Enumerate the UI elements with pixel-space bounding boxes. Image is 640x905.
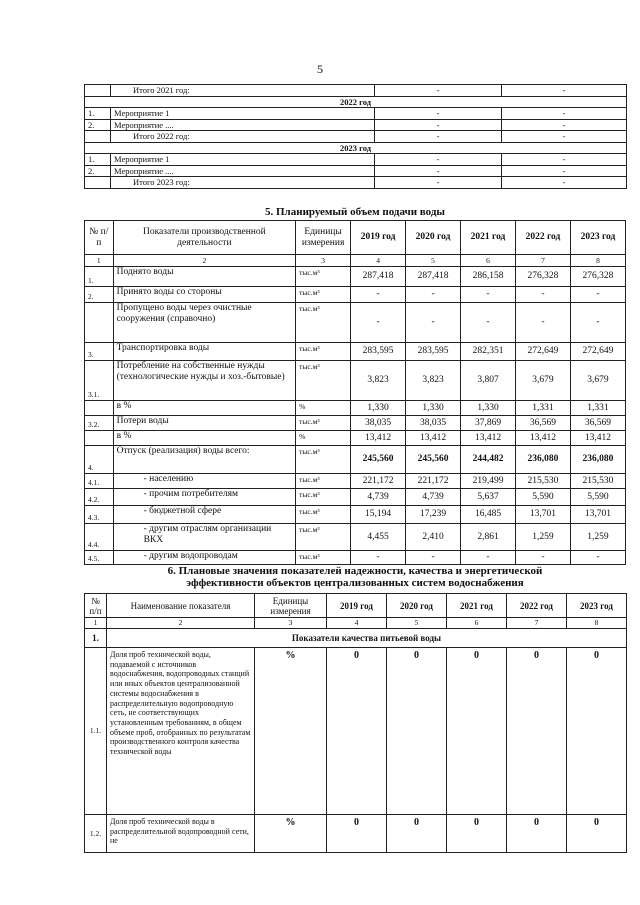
column-number: 5	[387, 618, 447, 629]
cell-value: 0	[567, 648, 627, 815]
cell-value: 1,330	[461, 401, 516, 416]
unit-label: %	[296, 431, 351, 446]
total-label: Итого 2022 год:	[111, 131, 375, 143]
indicator-name: Поднято воды	[113, 267, 296, 287]
unit-label: %	[255, 815, 327, 853]
cell-value: 5,590	[570, 489, 625, 506]
row-num	[85, 131, 111, 143]
cell-value: 0	[327, 815, 387, 853]
table-row	[85, 287, 626, 303]
item-label: Мероприятие ....	[111, 119, 375, 131]
cell-value: 287,418	[351, 267, 406, 287]
cell-value: 1,331	[570, 401, 625, 416]
unit-label: тыс.м³	[296, 474, 351, 489]
reliability-indicators-table	[84, 593, 627, 853]
cell-value: 236,080	[570, 446, 625, 474]
cell-value: 1,259	[570, 524, 625, 551]
cell-value: -	[570, 287, 625, 303]
table-row	[85, 431, 626, 446]
table-row	[85, 119, 627, 131]
row-num: 4.5.	[85, 551, 114, 565]
cell-value: 17,239	[406, 506, 461, 524]
cell-value: -	[502, 108, 627, 120]
cell-value: 2,410	[406, 524, 461, 551]
cell-value: 283,595	[351, 343, 406, 361]
cell-value: 13,412	[515, 431, 570, 446]
cell-value: -	[351, 551, 406, 565]
year-heading: 2022 год	[85, 96, 627, 108]
column-number: 1	[85, 255, 114, 267]
row-num: 4.4.	[85, 524, 114, 551]
cell-value: 0	[507, 815, 567, 853]
item-label: Мероприятие 1	[111, 108, 375, 120]
table-row	[85, 267, 626, 287]
unit-label: тыс.м³	[296, 446, 351, 474]
row-num: 4.	[85, 446, 114, 474]
header-year: 2020 год	[387, 594, 447, 618]
row-num: 3.2.	[85, 416, 114, 431]
cell-value: -	[502, 177, 627, 189]
cell-value: -	[461, 551, 516, 565]
unit-label: тыс.м³	[296, 551, 351, 565]
header-year: 2021 год	[461, 221, 516, 255]
row-num	[85, 85, 111, 97]
indicator-name: в %	[113, 431, 296, 446]
header-name: Показатели производственной деятельности	[113, 221, 296, 255]
cell-value: 0	[507, 648, 567, 815]
cell-value: -	[406, 287, 461, 303]
header-year: 2021 год	[447, 594, 507, 618]
column-numbers-row	[85, 618, 627, 629]
row-num: 1.	[85, 154, 111, 166]
cell-value: -	[351, 287, 406, 303]
unit-label: тыс.м³	[296, 489, 351, 506]
cell-value: -	[502, 165, 627, 177]
row-num	[85, 431, 114, 446]
cell-value: 37,869	[461, 416, 516, 431]
row-num: 2.	[85, 119, 111, 131]
cell-value: -	[375, 119, 502, 131]
indicator-name: - бюджетной сфере	[113, 506, 296, 524]
section-6-title-line-2: эффективности объектов централизованных систем водоснабжения	[186, 577, 524, 589]
indicator-name: - прочим потребителям	[113, 489, 296, 506]
indicator-name: Доля проб технической воды, подаваемой с источников водоснабжения, водопроводных станций или иных объектов централизованной системы водоснабжения в распределительную водопроводную сеть, не соответствующих установленным требованиям, в общем объеме проб, отобранных по результатам производственного контроля качества технической воды	[107, 648, 255, 815]
cell-value: 0	[387, 815, 447, 853]
indicator-name: - другим водопроводам	[113, 551, 296, 565]
table-row	[85, 165, 627, 177]
cell-value: -	[515, 303, 570, 343]
cell-value: -	[461, 303, 516, 343]
cell-value: 276,328	[570, 267, 625, 287]
cell-value: -	[502, 131, 627, 143]
item-label: Мероприятие ....	[111, 165, 375, 177]
table-row	[85, 343, 626, 361]
cell-value: 13,412	[406, 431, 461, 446]
cell-value: 221,172	[406, 474, 461, 489]
cell-value: 1,330	[351, 401, 406, 416]
row-num	[85, 401, 114, 416]
group-row	[85, 629, 627, 648]
cell-value: 272,649	[570, 343, 625, 361]
activities-table	[84, 84, 627, 189]
cell-value: -	[375, 165, 502, 177]
cell-value: 1,330	[406, 401, 461, 416]
header-name: Наименование показателя	[107, 594, 255, 618]
indicator-name: Пропущено воды через очистные сооружения (справочно)	[113, 303, 296, 343]
indicator-name: - населению	[113, 474, 296, 489]
header-year: 2019 год	[327, 594, 387, 618]
item-label: Мероприятие 1	[111, 154, 375, 166]
column-number: 6	[461, 255, 516, 267]
cell-value: 2,861	[461, 524, 516, 551]
cell-value: 13,412	[461, 431, 516, 446]
table-row	[85, 401, 626, 416]
unit-label: тыс.м³	[296, 267, 351, 287]
table-row	[85, 815, 627, 853]
cell-value: -	[375, 154, 502, 166]
header-year: 2019 год	[351, 221, 406, 255]
column-number: 4	[351, 255, 406, 267]
row-num: 2.	[85, 287, 114, 303]
row-num: 4.1.	[85, 474, 114, 489]
cell-value: -	[375, 85, 502, 97]
column-number: 8	[570, 255, 625, 267]
indicator-name: Потребление на собственные нужды (технологические нужды и хоз.-бытовые)	[113, 361, 296, 401]
column-number: 3	[255, 618, 327, 629]
row-num: 1.	[85, 108, 111, 120]
column-number: 7	[515, 255, 570, 267]
column-number: 3	[296, 255, 351, 267]
section-6-title	[84, 565, 626, 589]
cell-value: -	[375, 108, 502, 120]
unit-label: %	[255, 648, 327, 815]
total-label: Итого 2021 год:	[111, 85, 375, 97]
cell-value: -	[502, 154, 627, 166]
header-year: 2020 год	[406, 221, 461, 255]
unit-label: тыс.м³	[296, 524, 351, 551]
cell-value: 221,172	[351, 474, 406, 489]
table-row	[85, 177, 627, 189]
cell-value: 5,590	[515, 489, 570, 506]
row-num	[85, 177, 111, 189]
cell-value: 0	[387, 648, 447, 815]
section-5-title: 5. Планируемый объем подачи воды	[265, 206, 445, 218]
indicator-name: - другим отраслям организации ВКХ	[113, 524, 296, 551]
table-row	[85, 154, 627, 166]
cell-value: -	[406, 551, 461, 565]
table-row	[85, 648, 627, 815]
header-num: № п/п	[85, 594, 107, 618]
row-num: 2.	[85, 165, 111, 177]
column-number: 6	[447, 618, 507, 629]
table-header-row	[85, 594, 627, 618]
table-row	[85, 551, 626, 565]
total-label: Итого 2023 год:	[111, 177, 375, 189]
cell-value: 287,418	[406, 267, 461, 287]
unit-label: тыс.м³	[296, 506, 351, 524]
row-num: 3.	[85, 343, 114, 361]
cell-value: 245,560	[406, 446, 461, 474]
cell-value: 13,701	[570, 506, 625, 524]
column-numbers-row	[85, 255, 626, 267]
cell-value: 36,569	[515, 416, 570, 431]
cell-value: 38,035	[406, 416, 461, 431]
row-num: 1.2.	[85, 815, 107, 853]
cell-value: 215,530	[570, 474, 625, 489]
cell-value: 3,807	[461, 361, 516, 401]
unit-label: тыс.м³	[296, 303, 351, 343]
header-year: 2023 год	[567, 594, 627, 618]
column-number: 7	[507, 618, 567, 629]
cell-value: 215,530	[515, 474, 570, 489]
column-number: 8	[567, 618, 627, 629]
table-row	[85, 96, 627, 108]
cell-value: 3,679	[515, 361, 570, 401]
header-unit: Единицы измерения	[296, 221, 351, 255]
row-num: 3.1.	[85, 361, 114, 401]
cell-value: 236,080	[515, 446, 570, 474]
cell-value: 245,560	[351, 446, 406, 474]
indicator-name: Доля проб технической воды в распределительной водопроводной сети, не	[107, 815, 255, 853]
cell-value: 272,649	[515, 343, 570, 361]
header-unit: Единицы измерения	[255, 594, 327, 618]
cell-value: 3,679	[570, 361, 625, 401]
cell-value: -	[406, 303, 461, 343]
cell-value: 15,194	[351, 506, 406, 524]
cell-value: 4,739	[351, 489, 406, 506]
cell-value: -	[375, 131, 502, 143]
header-num: № п/п	[85, 221, 114, 255]
header-year: 2022 год	[515, 221, 570, 255]
cell-value: 36,569	[570, 416, 625, 431]
cell-value: 4,739	[406, 489, 461, 506]
column-number: 5	[406, 255, 461, 267]
cell-value: -	[515, 551, 570, 565]
cell-value: 38,035	[351, 416, 406, 431]
cell-value: 0	[447, 815, 507, 853]
cell-value: -	[502, 85, 627, 97]
cell-value: 283,595	[406, 343, 461, 361]
table-header-row	[85, 221, 626, 255]
unit-label: тыс.м³	[296, 416, 351, 431]
unit-label: тыс.м³	[296, 361, 351, 401]
group-label: Показатели качества питьевой воды	[107, 629, 627, 648]
header-year: 2022 год	[507, 594, 567, 618]
cell-value: 219,499	[461, 474, 516, 489]
cell-value: 276,328	[515, 267, 570, 287]
row-num	[85, 303, 114, 343]
cell-value: -	[515, 287, 570, 303]
cell-value: 1,259	[515, 524, 570, 551]
table-row	[85, 506, 626, 524]
table-row	[85, 416, 626, 431]
cell-value: 13,701	[515, 506, 570, 524]
table-row	[85, 524, 626, 551]
unit-label: %	[296, 401, 351, 416]
cell-value: 0	[327, 648, 387, 815]
column-number: 2	[113, 255, 296, 267]
cell-value: 0	[447, 648, 507, 815]
cell-value: 13,412	[570, 431, 625, 446]
cell-value: 4,455	[351, 524, 406, 551]
table-row	[85, 131, 627, 143]
table-row	[85, 85, 627, 97]
cell-value: 1,331	[515, 401, 570, 416]
cell-value: -	[570, 551, 625, 565]
unit-label: тыс.м³	[296, 287, 351, 303]
water-supply-volume-table	[84, 220, 626, 565]
indicator-name: Транспортировка воды	[113, 343, 296, 361]
page-number: 5	[317, 62, 323, 76]
table-row	[85, 361, 626, 401]
cell-value: -	[570, 303, 625, 343]
cell-value: -	[375, 177, 502, 189]
table-row	[85, 489, 626, 506]
cell-value: 286,158	[461, 267, 516, 287]
table-row	[85, 142, 627, 154]
section-6-title-line-1: 6. Плановые значения показателей надежности, качества и энергетической	[167, 565, 543, 577]
indicator-name: Принято воды со стороны	[113, 287, 296, 303]
indicator-name: Отпуск (реализация) воды всего:	[113, 446, 296, 474]
unit-label: тыс.м³	[296, 343, 351, 361]
table-row	[85, 303, 626, 343]
cell-value: 3,823	[406, 361, 461, 401]
indicator-name: Потери воды	[113, 416, 296, 431]
column-number: 1	[85, 618, 107, 629]
cell-value: -	[351, 303, 406, 343]
cell-value: 244,482	[461, 446, 516, 474]
cell-value: -	[502, 119, 627, 131]
table-row	[85, 108, 627, 120]
group-num: 1.	[85, 629, 107, 648]
row-num: 1.	[85, 267, 114, 287]
row-num: 1.1.	[85, 648, 107, 815]
cell-value: 3,823	[351, 361, 406, 401]
header-year: 2023 год	[570, 221, 625, 255]
cell-value: 16,485	[461, 506, 516, 524]
row-num: 4.3.	[85, 506, 114, 524]
cell-value: 282,351	[461, 343, 516, 361]
indicator-name: в %	[113, 401, 296, 416]
column-number: 2	[107, 618, 255, 629]
table-row	[85, 446, 626, 474]
row-num: 4.2.	[85, 489, 114, 506]
cell-value: 0	[567, 815, 627, 853]
cell-value: 5,637	[461, 489, 516, 506]
cell-value: -	[461, 287, 516, 303]
table-row	[85, 474, 626, 489]
column-number: 4	[327, 618, 387, 629]
year-heading: 2023 год	[85, 142, 627, 154]
cell-value: 13,412	[351, 431, 406, 446]
